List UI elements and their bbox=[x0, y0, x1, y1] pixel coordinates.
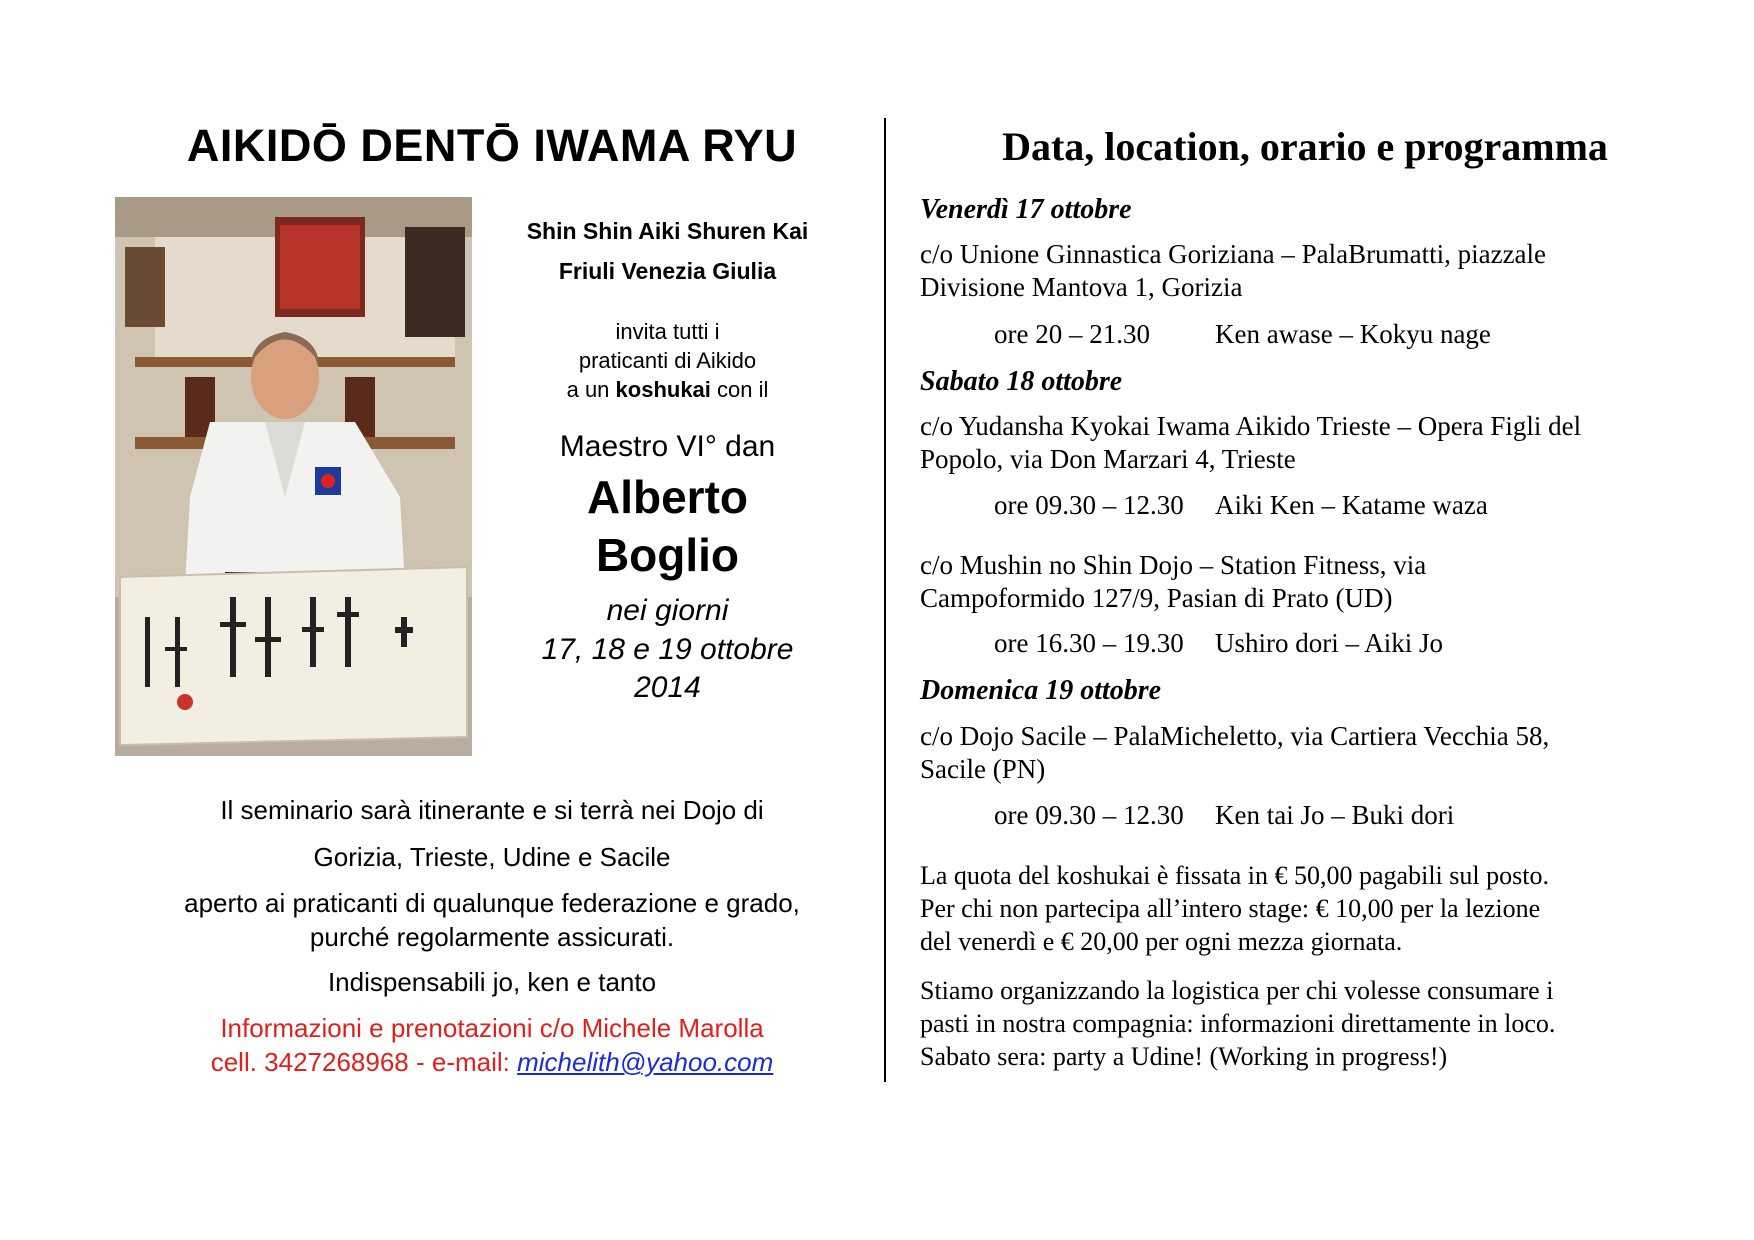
logistics-line-3: Sabato sera: party a Udine! (Working in progress!) bbox=[920, 1042, 1448, 1071]
fee-line-3: del venerdì e € 20,00 per ogni mezza giornata. bbox=[920, 927, 1403, 956]
logistics-line-1: Stiamo organizzando la logistica per chi volesse consumare i bbox=[920, 976, 1554, 1005]
cell-text: cell. 3427268968 - e-mail: bbox=[210, 1047, 518, 1077]
organization-name: Shin Shin Aiki Shuren Kai bbox=[526, 218, 809, 244]
invite-line-2: praticanti di Aikido bbox=[578, 348, 757, 373]
saturday-activity-1: Aiki Ken – Katame waza bbox=[1215, 490, 1488, 520]
dates-line-1: nei giorni bbox=[606, 594, 729, 627]
sunday-activity: Ken tai Jo – Buki dori bbox=[1215, 800, 1455, 830]
organization-region: Friuli Venezia Giulia bbox=[558, 258, 777, 284]
invite-line-1: invita tutti i bbox=[615, 319, 720, 344]
info-contact: Informazioni e prenotazioni c/o Michele Marolla bbox=[220, 1013, 764, 1043]
friday-venue-line-1: c/o Unione Ginnastica Goriziana – PalaBrumatti, piazzale bbox=[920, 239, 1547, 269]
saturday-time-1: ore 09.30 – 12.30 bbox=[994, 490, 1184, 520]
fee-line-2: Per chi non partecipa all’intero stage: € 10,00 per la lezione bbox=[920, 894, 1541, 923]
maestro-rank: Maestro VI° dan bbox=[559, 430, 776, 463]
saturday-venue1-line-1: c/o Yudansha Kyokai Iwama Aikido Trieste – Opera Figli del bbox=[920, 411, 1582, 441]
maestro-first-name: Alberto bbox=[587, 471, 748, 523]
invite-koshukai: koshukai bbox=[615, 377, 711, 402]
sunday-venue-line-1: c/o Dojo Sacile – PalaMicheletto, via Cartiera Vecchia 58, bbox=[920, 721, 1550, 751]
saturday-activity-2: Ushiro dori – Aiki Jo bbox=[1215, 628, 1444, 658]
invite-line-3 bbox=[490, 375, 845, 405]
invite-line-3-pre: a un bbox=[566, 377, 616, 402]
required-equipment: Indispensabili jo, ken e tanto bbox=[327, 967, 657, 997]
saturday-time-2: ore 16.30 – 19.30 bbox=[994, 628, 1184, 658]
open-line-1: aperto ai praticanti di qualunque federazione e grado, bbox=[184, 888, 800, 918]
fee-line-1: La quota del koshukai è fissata in € 50,00 pagabili sul posto. bbox=[920, 861, 1549, 890]
seminar-line-1: Il seminario sarà itinerante e si terrà nei Dojo di bbox=[220, 795, 764, 825]
maestro-photo bbox=[115, 197, 472, 756]
contact-line bbox=[100, 1047, 884, 1078]
logistics-line-2: pasti in nostra compagnia: informazioni direttamente in loco. bbox=[920, 1009, 1556, 1038]
column-divider bbox=[884, 118, 886, 1082]
maestro-last-name: Boglio bbox=[595, 529, 740, 581]
friday-venue-line-2: Divisione Mantova 1, Gorizia bbox=[920, 272, 1243, 302]
sunday-venue-line-2: Sacile (PN) bbox=[920, 754, 1046, 784]
friday-activity: Ken awase – Kokyu nage bbox=[1215, 319, 1491, 349]
dates-line-3: 2014 bbox=[634, 671, 701, 704]
seminar-line-2: Gorizia, Trieste, Udine e Sacile bbox=[313, 842, 671, 872]
email-link[interactable]: michelith@yahoo.com bbox=[517, 1047, 774, 1077]
sunday-time: ore 09.30 – 12.30 bbox=[994, 800, 1184, 830]
open-line-2: purché regolarmente assicurati. bbox=[309, 922, 675, 952]
saturday-venue2-line-2: Campoformido 127/9, Pasian di Prato (UD) bbox=[920, 583, 1393, 613]
friday-time: ore 20 – 21.30 bbox=[994, 319, 1150, 349]
invite-line-3-post: con il bbox=[710, 377, 769, 402]
schedule-title: Data, location, orario e programma bbox=[1002, 124, 1608, 169]
dates-line-2: 17, 18 e 19 ottobre bbox=[541, 633, 794, 666]
day-saturday: Sabato 18 ottobre bbox=[920, 366, 1123, 397]
day-friday: Venerdì 17 ottobre bbox=[920, 194, 1132, 225]
day-sunday: Domenica 19 ottobre bbox=[920, 675, 1162, 706]
saturday-venue1-line-2: Popolo, via Don Marzari 4, Trieste bbox=[920, 444, 1296, 474]
saturday-venue2-line-1: c/o Mushin no Shin Dojo – Station Fitness, via bbox=[920, 550, 1427, 580]
flyer-title: AIKIDŌ DENTŌ IWAMA RYU bbox=[186, 120, 798, 171]
